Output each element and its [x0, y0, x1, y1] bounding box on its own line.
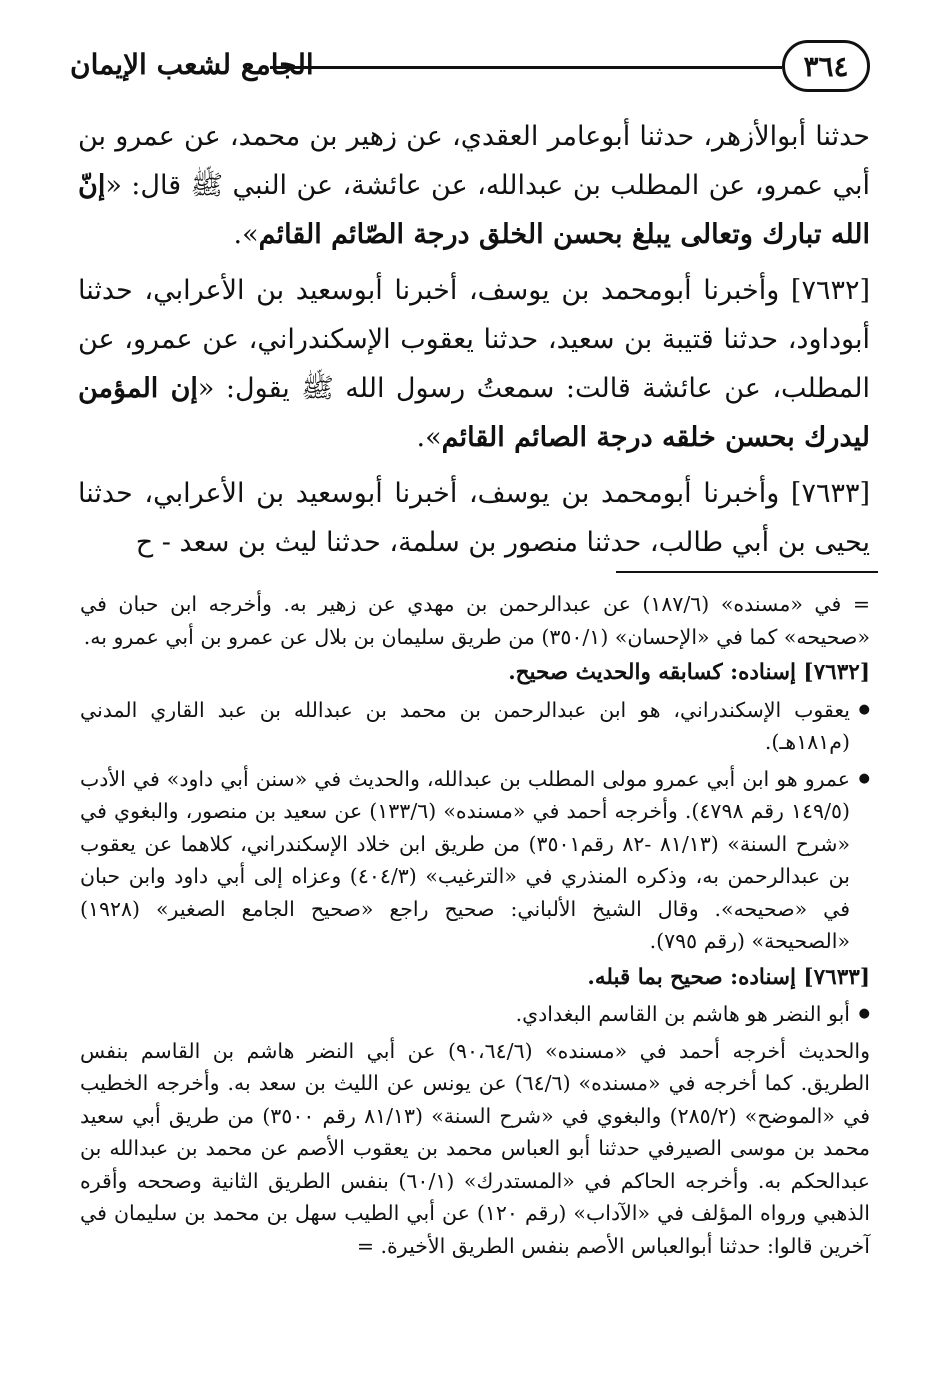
page-number: ٣٦٤ [782, 40, 870, 92]
prophetic-quote: إن المؤمن ليدرك بحسن خلقه درجة الصائم القائم [78, 373, 870, 453]
quote-close: ». [233, 219, 259, 250]
paragraph-7632 [78, 266, 870, 462]
main-text [78, 112, 870, 574]
footnote-bullet: ● عمرو هو ابن أبي عمرو مولى المطلب بن عبدالله، والحديث في «سنن أبي داود» في الأدب (١٤٩/٥ رقم ٤٧٩٨). وأخرجه أحمد في «مسنده» (١٣٣/٦) عن سعيد بن منصور، والبغوي في «شرح السنة» (٨١/١٣ -٨٢ رقم٣٥٠١) من طريق ابن خلاد الإسكندراني، كلاهما عن يعقوب بن عبدالرحمن به، وذكره المنذري في «الترغيب» (٤٠٤/٣) وعزاه إلى أبي داود وابن حبان في «صحيحه». وقال الشيخ الألباني: صحيح راجع «صحيح الجامع الصغير» (١٩٢٨) «الصحيحة» (رقم ٧٩٥). [80, 763, 870, 958]
footnote-heading-7632: [٧٦٣٢] إسناده: كسابقه والحديث صحيح. [508, 660, 870, 685]
page-header [70, 40, 870, 100]
hadith-number: [٧٦٣٢] [790, 275, 870, 306]
paragraph-text: حدثنا أبوالأزهر، حدثنا أبوعامر العقدي، عن زهير بن محمد، عن عمرو بن أبي عمرو، عن المطلب بن عبدالله، عن عائشة، عن النبي ﷺ قال: « [78, 121, 870, 201]
footnote-paragraph: والحديث أخرجه أحمد في «مسنده» (٩٠،٦٤/٦) عن أبي النضر هاشم بن القاسم بنفس الطريق. كما أخرجه في «مسنده» (٦٤/٦) عن يونس عن الليث بن سعد به. وأخرجه الخطيب في «الموضح» (٢٨٥/٢) والبغوي في «شرح السنة» (٨١/١٣ رقم ٣٥٠٠) من طريق أبي سعيد محمد بن موسى الصيرفي حدثنا أبو العباس محمد بن يعقوب الأصم عن محمد بن عبدالله بن عبدالحكم به. وأخرجه الحاكم في «المستدرك» (٦٠/١) بنفس الطريق الثانية وصححه وأقره الذهبي ورواه المؤلف في «الآداب» (رقم ١٢٠) عن أبي الطيب سهل بن محمد بن سليمان في آخرين قالوا: حدثنا أبوالعباس الأصم بنفس الطريق الأخيرة. = [80, 1038, 870, 1258]
paragraph-text: وأخبرنا أبومحمد بن يوسف، أخبرنا أبوسعيد بن الأعرابي، حدثنا أبوداود، حدثنا قتيبة بن سعيد، حدثنا يعقوب الإسكندراني، عن عمرو، عن المطلب، عن عائشة قالت: سمعتُ رسول الله ﷺ يقول: « [78, 275, 870, 404]
footnote-separator [616, 571, 878, 573]
footnote-bullet: ● يعقوب الإسكندراني، هو ابن عبدالرحمن بن محمد بن عبدالله بن عبد القاري المدني (م١٨١هـ). [80, 694, 870, 759]
prophetic-quote: إنّ الله تبارك وتعالى يبلغ بحسن الخلق درجة الصّائم القائم [78, 170, 870, 250]
book-title: الجامع لشعب الإيمان [70, 48, 314, 81]
footnote-continuation: = في «مسنده» (١٨٧/٦) عن عبدالرحمن بن مهدي عن زهير به. وأخرجه ابن حبان في «صحيحه» كما في «الإحسان» (٣٥٠/١) من طريق سليمان بن بلال عن عمرو بن أبي عمرو به. [80, 592, 870, 649]
footnote-heading-7633: [٧٦٣٣] إسناده: صحيح بما قبله. [587, 964, 870, 990]
paragraph-7633 [78, 469, 870, 567]
paragraph-1 [78, 112, 870, 259]
paragraph-text: وأخبرنا أبومحمد بن يوسف، أخبرنا أبوسعيد بن الأعرابي، حدثنا يحيى بن أبي طالب، حدثنا منصور بن سلمة، حدثنا ليث بن سعد - ح [78, 478, 870, 558]
header-rule [270, 66, 782, 69]
footnotes [80, 588, 870, 1266]
hadith-number: [٧٦٣٣] [790, 478, 870, 509]
footnote-bullet: ● أبو النضر هو هاشم بن القاسم البغدادي. [80, 998, 870, 1031]
quote-close: ». [416, 422, 442, 453]
